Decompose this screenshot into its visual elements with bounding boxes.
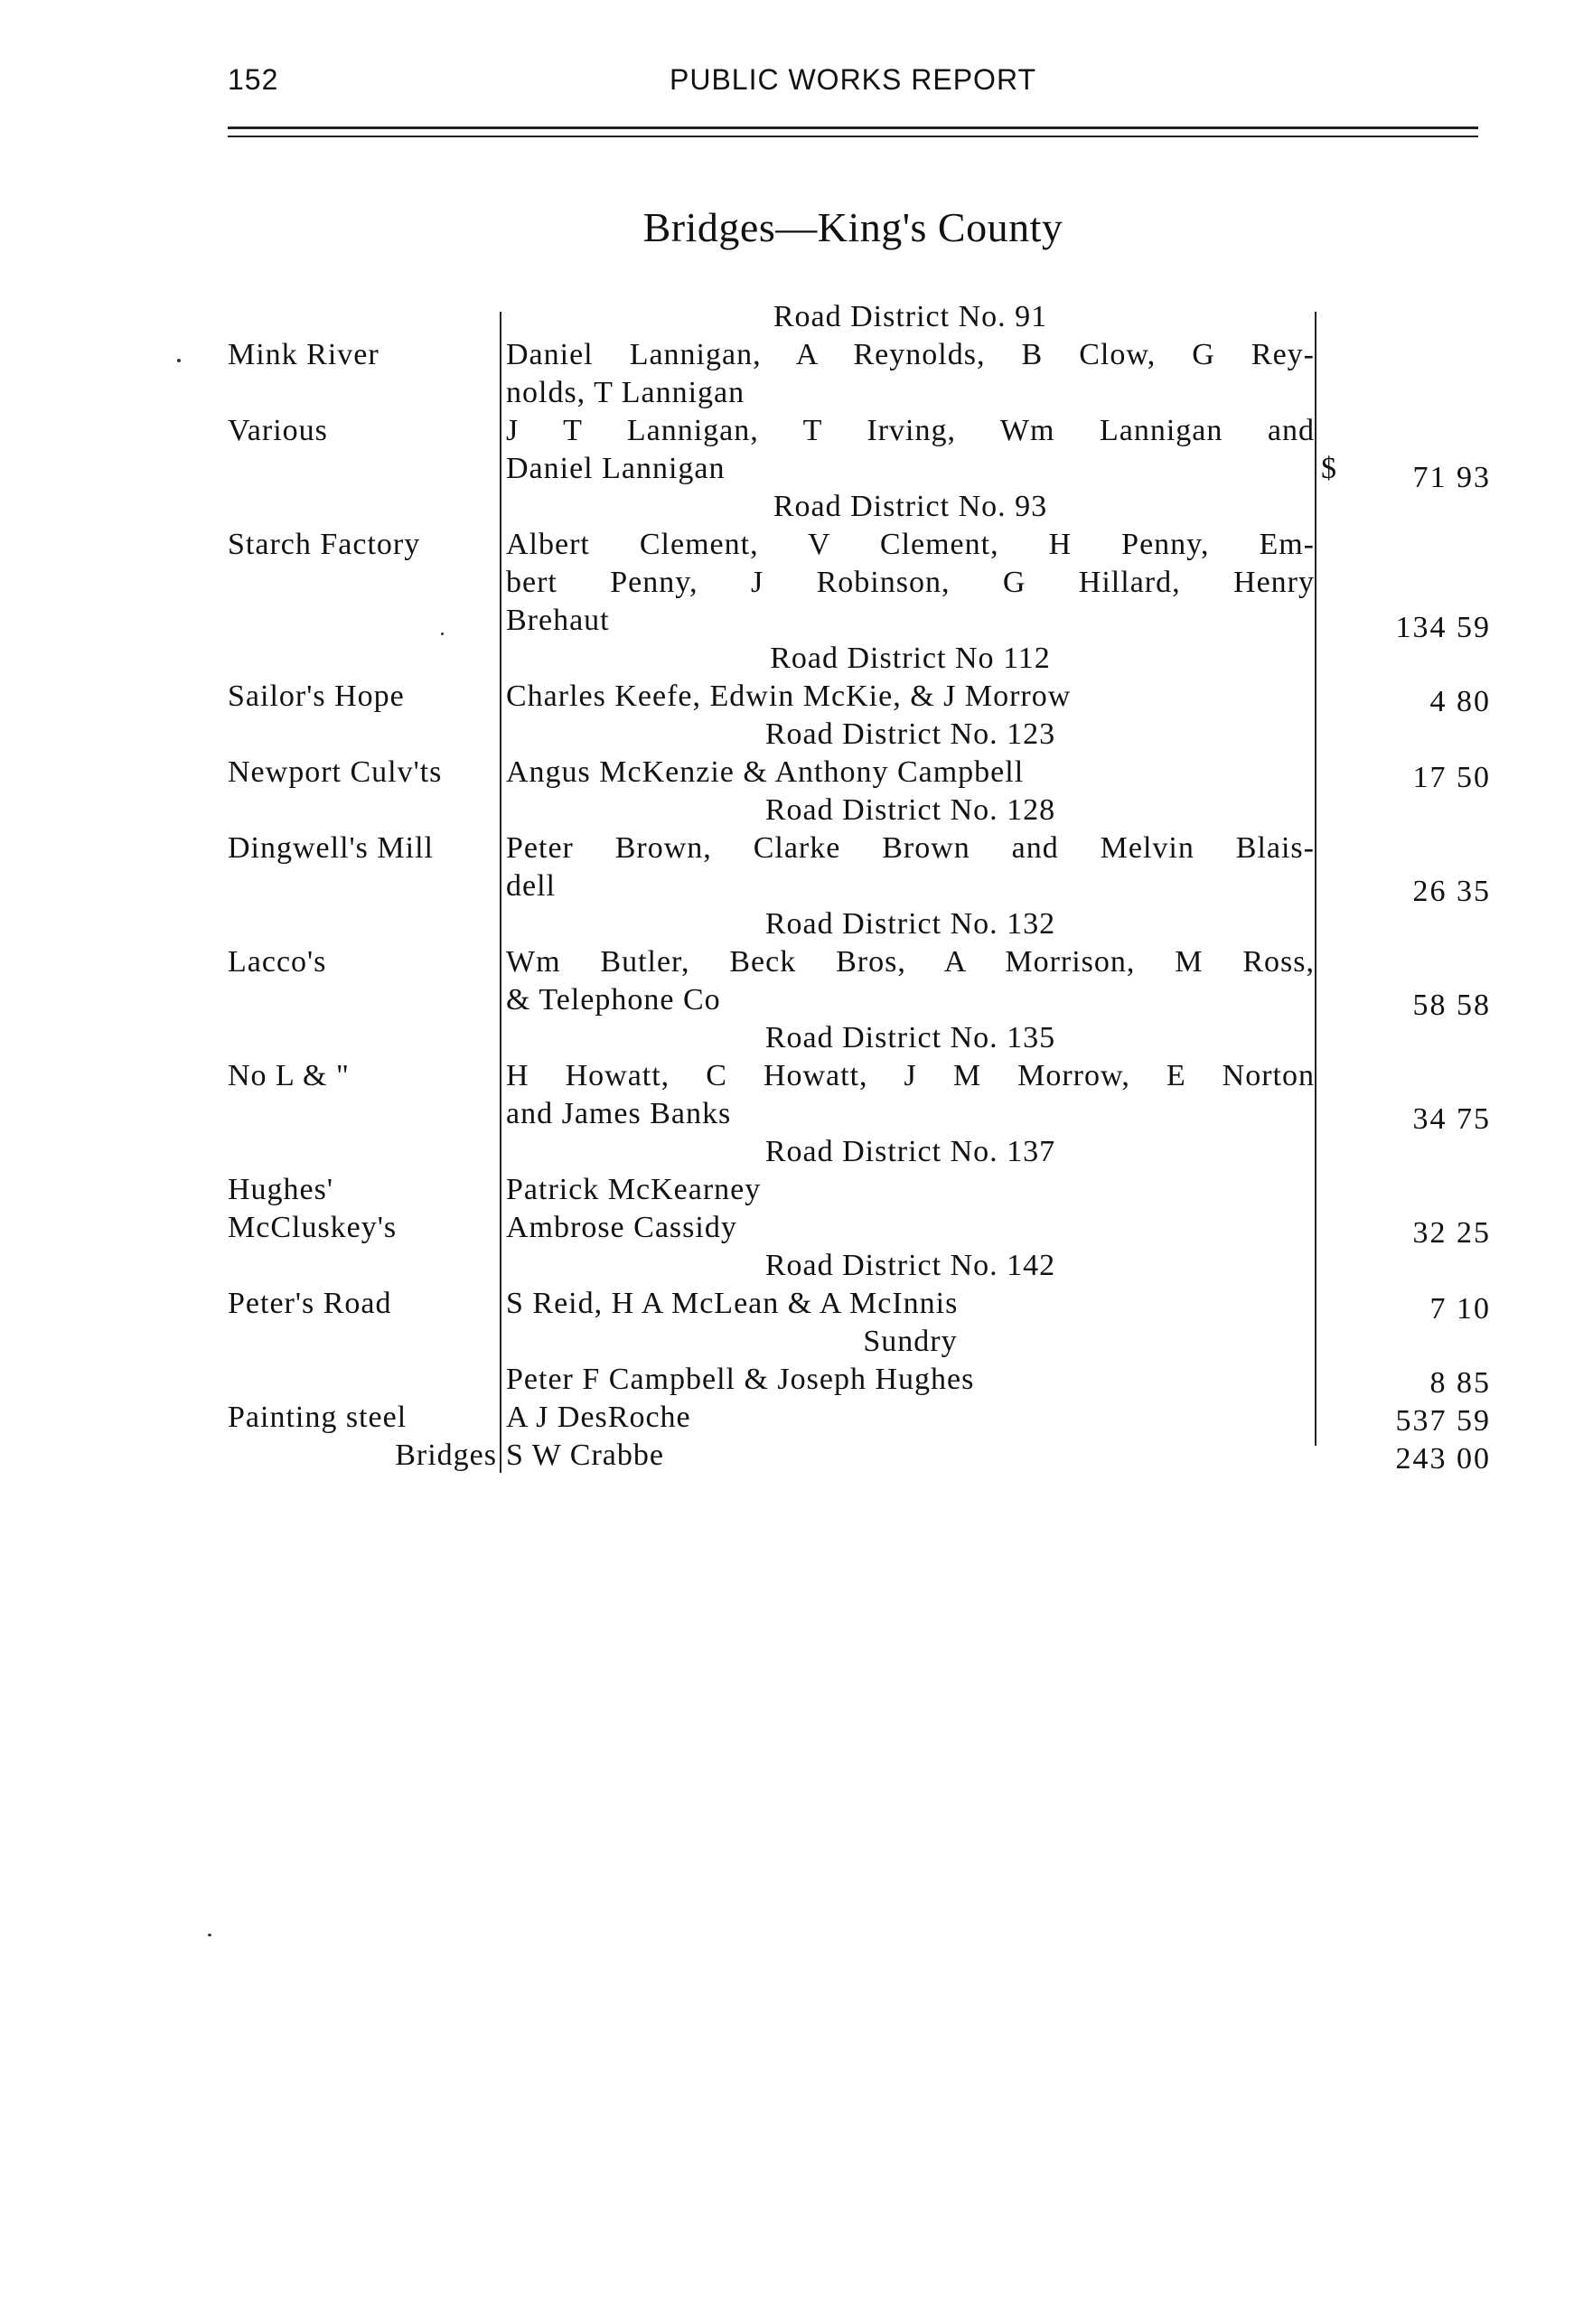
- district-heading: Road District No. 123: [764, 717, 1056, 751]
- amount: 26 35: [1412, 875, 1491, 908]
- payee-text: Patrick McKearney: [506, 1173, 762, 1206]
- payee-text: Daniel Lannigan: [506, 452, 726, 485]
- location-label: Mink River: [228, 338, 379, 371]
- location-label: Various: [228, 414, 328, 447]
- payee-text: A J DesRoche: [506, 1401, 691, 1434]
- district-heading: Road District No 112: [770, 642, 1051, 675]
- amount: 17 50: [1412, 761, 1491, 794]
- running-title: PUBLIC WORKS REPORT: [669, 63, 1037, 96]
- dollar-sign: $: [1321, 452, 1336, 485]
- amount: 537 59: [1395, 1404, 1491, 1438]
- location-label: No L & ": [228, 1059, 350, 1092]
- amount: 34 75: [1412, 1102, 1491, 1136]
- payee-text: H Howatt, C Howatt, J M Morrow, E Norton: [506, 1059, 1315, 1092]
- location-label: Dingwell's Mill: [228, 831, 434, 865]
- location-label: Bridges: [395, 1438, 497, 1472]
- payee-text: Wm Butler, Beck Bros, A Morrison, M Ross,: [506, 945, 1315, 979]
- district-heading: Road District No. 93: [773, 490, 1048, 523]
- payee-text: S Reid, H A McLean & A McInnis: [506, 1287, 959, 1320]
- district-heading: Road District No. 132: [764, 907, 1056, 941]
- amount: 58 58: [1412, 989, 1491, 1022]
- section-title: Bridges—King's County: [642, 204, 1063, 250]
- location-label: Starch Factory: [228, 528, 421, 561]
- column-rule-left: [500, 312, 501, 1473]
- sundry-heading: Sundry: [863, 1325, 958, 1358]
- amount: 134 59: [1395, 611, 1491, 644]
- payee-text: and James Banks: [506, 1097, 732, 1130]
- payee-text: dell: [506, 869, 556, 903]
- location-label: Peter's Road: [228, 1287, 392, 1320]
- amount: 8 85: [1429, 1366, 1491, 1400]
- payee-text: Brehaut: [506, 604, 610, 637]
- location-label: McCluskey's: [228, 1211, 398, 1244]
- district-heading: Road District No. 135: [764, 1021, 1056, 1054]
- location-label: Sailor's Hope: [228, 679, 405, 713]
- payee-text: Peter Brown, Clarke Brown and Melvin Blais-: [506, 831, 1315, 865]
- print-speck: [177, 359, 181, 362]
- amount: 243 00: [1395, 1442, 1491, 1476]
- district-heading: Road District No. 128: [764, 793, 1056, 827]
- column-rule-right: [1315, 312, 1316, 1446]
- payee-text: Charles Keefe, Edwin McKie, & J Morrow: [506, 679, 1072, 713]
- payee-text: nolds, T Lannigan: [506, 376, 745, 409]
- payee-text: Angus McKenzie & Anthony Campbell: [506, 755, 1025, 789]
- payee-text: bert Penny, J Robinson, G Hillard, Henry: [506, 566, 1315, 599]
- print-speck: [441, 633, 444, 635]
- amount: 32 25: [1412, 1216, 1491, 1250]
- print-speck: [208, 1934, 211, 1936]
- payee-text: Peter F Campbell & Joseph Hughes: [506, 1363, 975, 1396]
- district-heading: Road District No. 137: [764, 1135, 1056, 1168]
- location-label: Newport Culv'ts: [228, 755, 443, 789]
- amount: 71 93: [1412, 461, 1491, 494]
- payee-text: J T Lannigan, T Irving, Wm Lannigan and: [506, 414, 1315, 447]
- amount: 4 80: [1429, 685, 1491, 718]
- payee-text: & Telephone Co: [506, 983, 721, 1017]
- district-heading: Road District No. 142: [764, 1249, 1056, 1282]
- amount: 7 10: [1429, 1292, 1491, 1326]
- payee-text: Albert Clement, V Clement, H Penny, Em-: [506, 528, 1315, 561]
- district-heading: Road District No. 91: [773, 300, 1048, 333]
- payee-text: Ambrose Cassidy: [506, 1211, 737, 1244]
- payee-text: S W Crabbe: [506, 1438, 664, 1472]
- location-label: Painting steel: [228, 1401, 408, 1434]
- payee-text: Daniel Lannigan, A Reynolds, B Clow, G Rey-: [506, 338, 1315, 371]
- location-label: Lacco's: [228, 945, 327, 979]
- page-number: 152: [228, 63, 279, 96]
- location-label: Hughes': [228, 1173, 334, 1206]
